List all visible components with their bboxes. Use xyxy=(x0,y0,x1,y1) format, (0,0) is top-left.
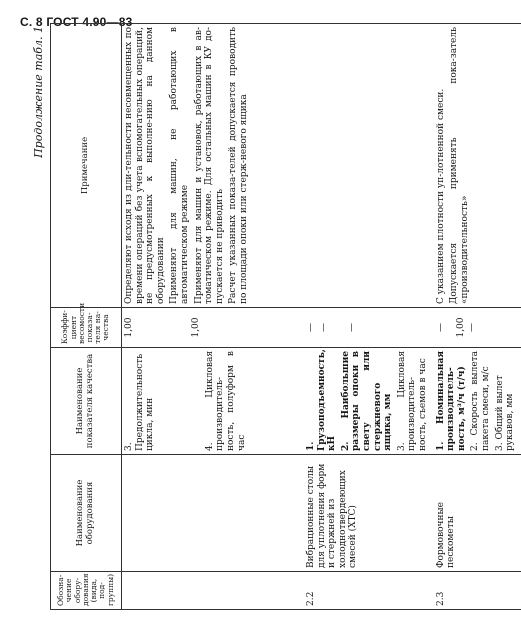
indicator-item: 3. Предолжительность цикла, мин xyxy=(124,353,156,451)
header-coef: Коэффи- циент весомости показа- теля на- чества xyxy=(51,308,122,348)
coef-value: — xyxy=(306,323,316,332)
coef-value: — xyxy=(347,323,358,332)
header-note: Примечание xyxy=(51,24,122,308)
header-indicator: Наименование показателя качества xyxy=(51,348,122,455)
note-item: Расчет указанных показа-телей допускается проводить по площади опоки или стерж-невого ящика xyxy=(228,27,249,304)
coef-value: — xyxy=(435,323,446,332)
coef-value: — xyxy=(466,323,477,332)
table-row xyxy=(122,24,305,610)
standards-table xyxy=(50,23,521,610)
cell-coef xyxy=(304,308,434,348)
cell-indicators xyxy=(122,348,305,455)
continuation-label: Продолжение табл. 1 xyxy=(32,26,45,158)
cell-coef xyxy=(434,308,521,348)
header-name: Наименование оборудования xyxy=(51,455,122,572)
header-code: Обозна- чение обору- дования (вида, под- группы) xyxy=(51,572,122,610)
note-item: С указанием плотности уп-лотненной смеси. xyxy=(435,88,446,304)
coef-value: — xyxy=(318,323,329,332)
rotated-table-page xyxy=(30,24,516,610)
cell-notes xyxy=(434,24,521,308)
page-header: С. 8 ГОСТ 4.90—83 xyxy=(20,15,133,29)
indicator-item: 3. Общий вылет рукавов, мм xyxy=(494,375,516,451)
note-item: Применяют для машин, не работающих в автоматическом режиме xyxy=(169,27,190,304)
indicator-item: 3. Цикловая производитель-ность, съемов в час xyxy=(396,351,428,451)
coef-value: 1,00 xyxy=(456,317,467,338)
indicator-item: 2. Наибольшие размеры опоки в свету или стержневого ящика, мм xyxy=(340,351,394,451)
indicator-item: 1. Номинальная производитель-ность, м³/ч (т/ч) xyxy=(435,351,467,451)
cell-name: Вибрационные столы для уплотнения форм и стержней из холоднотвердеющих смесей (ХТС) xyxy=(304,455,434,572)
indicator-item: 4. Цикловая производитель-ность, полуформ в час xyxy=(204,351,247,451)
cell-indicators xyxy=(304,348,434,455)
cell-name xyxy=(122,455,305,572)
coef-value: 1,00 xyxy=(124,317,134,338)
cell-coef xyxy=(122,308,305,348)
cell-notes xyxy=(304,24,434,308)
cell-notes xyxy=(122,24,305,308)
table-row xyxy=(434,24,521,610)
table-row xyxy=(304,24,434,610)
note-item: Применяют для машин и установок, работающих в ав-томатическом режиме. Для остальных машин в КУ до-пускается не приводить xyxy=(193,27,225,304)
indicator-item: 1. Грузоподъемность, кН xyxy=(306,349,338,451)
cell-indicators xyxy=(434,348,521,455)
table-header-row xyxy=(51,24,122,610)
cell-code: 2.3 xyxy=(434,572,521,610)
note-item: Допускается применять пока-затель «производительность» xyxy=(449,27,470,304)
note-item: Определяют исходя из дли-тельности несовмещенных по времени операций без учета вспомогательных операций, не предусмотренных к выполне-нию на данном оборудовании xyxy=(124,27,166,304)
cell-name: Формовочные пескометы xyxy=(434,455,521,572)
coef-value: 1,00 xyxy=(190,317,201,338)
cell-code: 2.2 xyxy=(304,572,434,610)
cell-code xyxy=(122,572,305,610)
indicator-item: 2. Скорость вылета пакета смеси, м/с xyxy=(470,351,491,451)
